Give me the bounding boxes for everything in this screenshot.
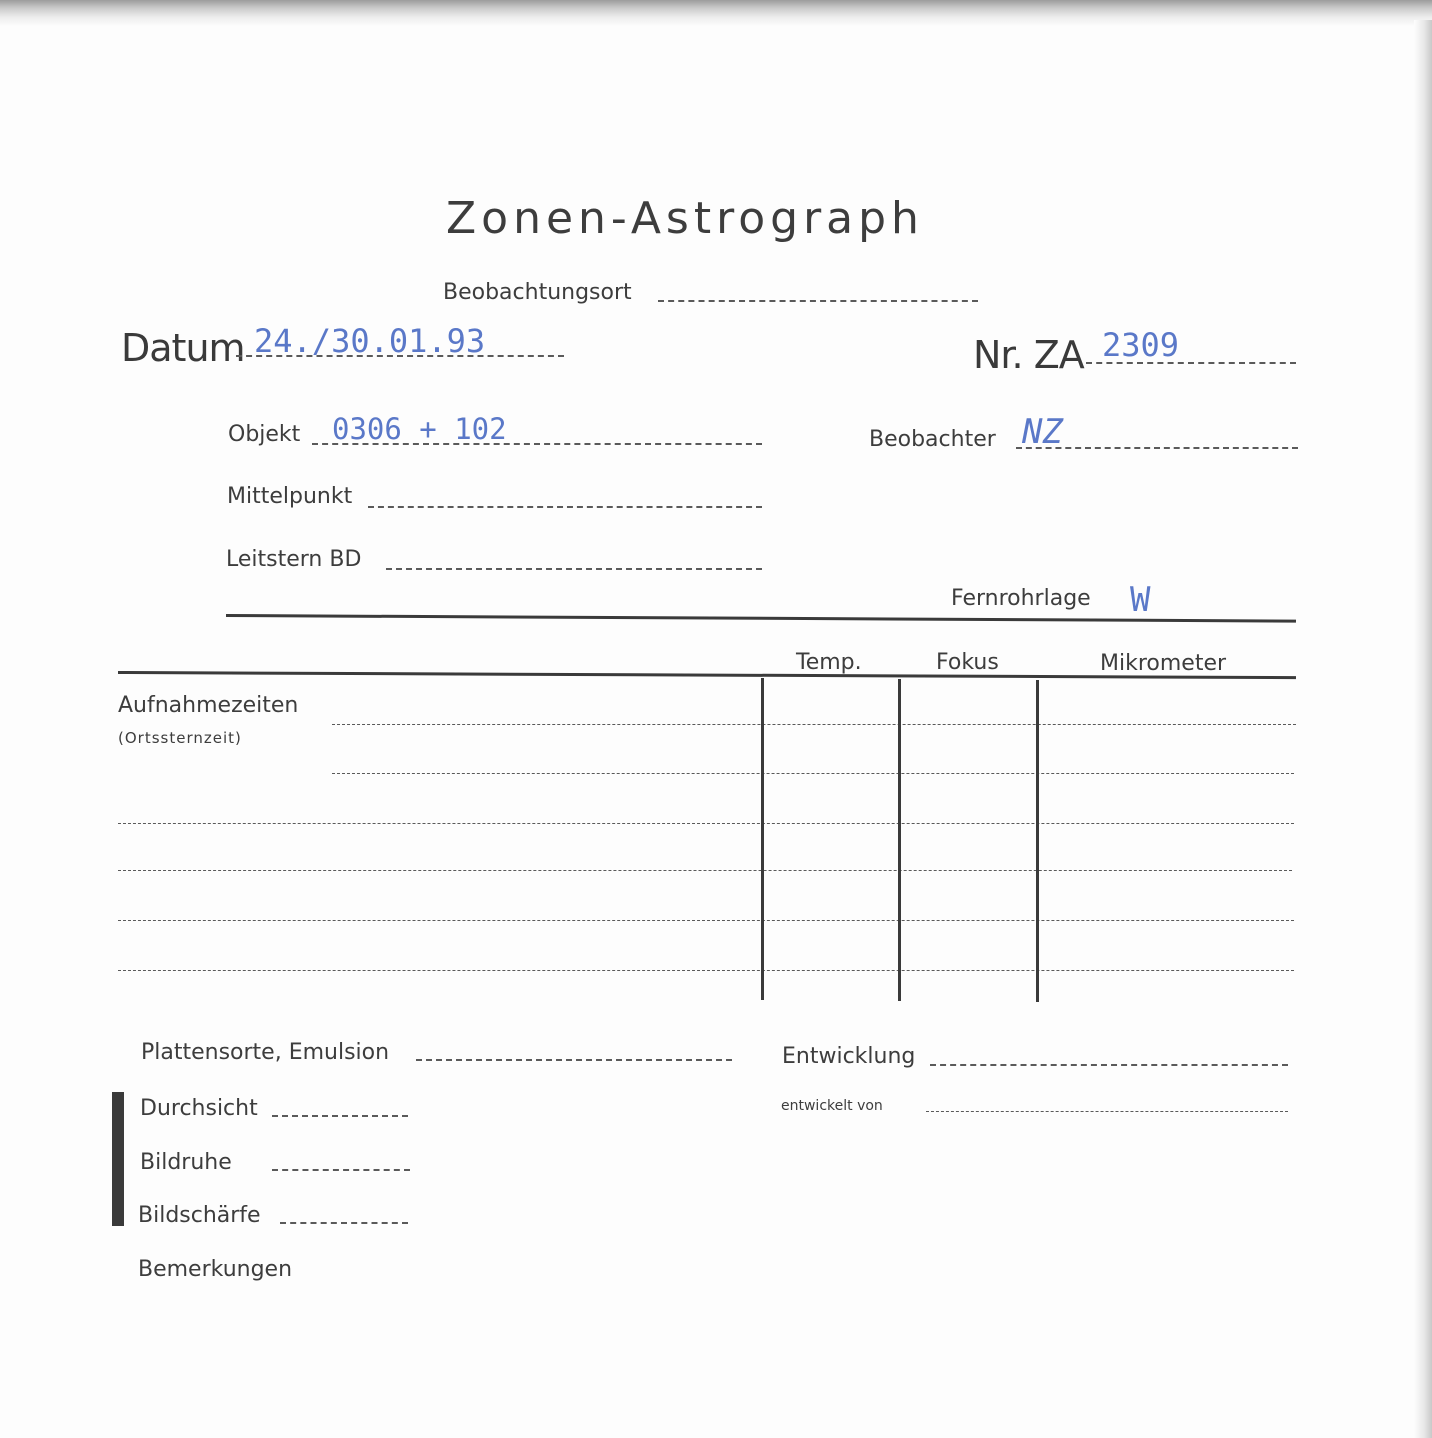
date-value: 24./30.01.93 xyxy=(254,322,486,360)
telescope-position-value: W xyxy=(1130,580,1151,620)
seeing-field[interactable] xyxy=(272,1169,410,1171)
developed-by-label: entwickelt von xyxy=(781,1098,883,1114)
column-divider-micrometer xyxy=(1036,680,1039,1002)
table-row[interactable] xyxy=(118,823,1294,824)
plate-label: Plattensorte, Emulsion xyxy=(141,1040,390,1065)
paper-edge-top xyxy=(0,0,1432,26)
object-value: 0306 + 102 xyxy=(332,412,507,446)
center-label: Mittelpunkt xyxy=(227,484,353,509)
observatory-field[interactable] xyxy=(658,300,978,302)
sharpness-field[interactable] xyxy=(280,1222,408,1224)
observer-label: Beobachter xyxy=(869,427,996,452)
remarks-label: Bemerkungen xyxy=(138,1257,293,1282)
guide-star-field[interactable] xyxy=(386,568,762,570)
table-row[interactable] xyxy=(118,870,1292,871)
guide-star-label: Leitstern BD xyxy=(226,547,362,572)
sharpness-label: Bildschärfe xyxy=(138,1203,261,1228)
header-micrometer: Mikrometer xyxy=(1100,651,1227,676)
paper-edge-right xyxy=(1414,20,1432,1438)
column-divider-focus xyxy=(898,679,901,1001)
development-label: Entwicklung xyxy=(782,1044,916,1069)
developed-by-field[interactable] xyxy=(926,1111,1288,1112)
quality-section-bar xyxy=(112,1092,124,1226)
number-value: 2309 xyxy=(1102,326,1180,364)
transparency-label: Durchsicht xyxy=(140,1096,258,1121)
table-row[interactable] xyxy=(118,920,1294,921)
observatory-label: Beobachtungsort xyxy=(443,280,632,305)
table-row[interactable] xyxy=(332,773,1294,774)
header-focus: Fokus xyxy=(936,650,999,675)
transparency-field[interactable] xyxy=(272,1115,408,1117)
object-label: Objekt xyxy=(228,422,301,447)
exposure-label: Aufnahmezeiten xyxy=(118,693,299,718)
date-label: Datum xyxy=(121,326,245,370)
exposure-sublabel: (Ortssternzeit) xyxy=(118,729,242,747)
table-row[interactable] xyxy=(118,970,1294,971)
telescope-position-label: Fernrohrlage xyxy=(951,586,1091,611)
form-title: Zonen-Astrograph xyxy=(446,193,924,244)
seeing-label: Bildruhe xyxy=(140,1150,232,1175)
observer-value: NZ xyxy=(1022,412,1063,452)
number-label: Nr. ZA xyxy=(973,333,1084,377)
plate-field[interactable] xyxy=(416,1059,732,1061)
development-field[interactable] xyxy=(930,1064,1288,1066)
column-divider-temp xyxy=(761,678,764,1000)
header-temp: Temp. xyxy=(796,650,862,675)
center-field[interactable] xyxy=(368,506,762,508)
table-row[interactable] xyxy=(332,724,1296,725)
